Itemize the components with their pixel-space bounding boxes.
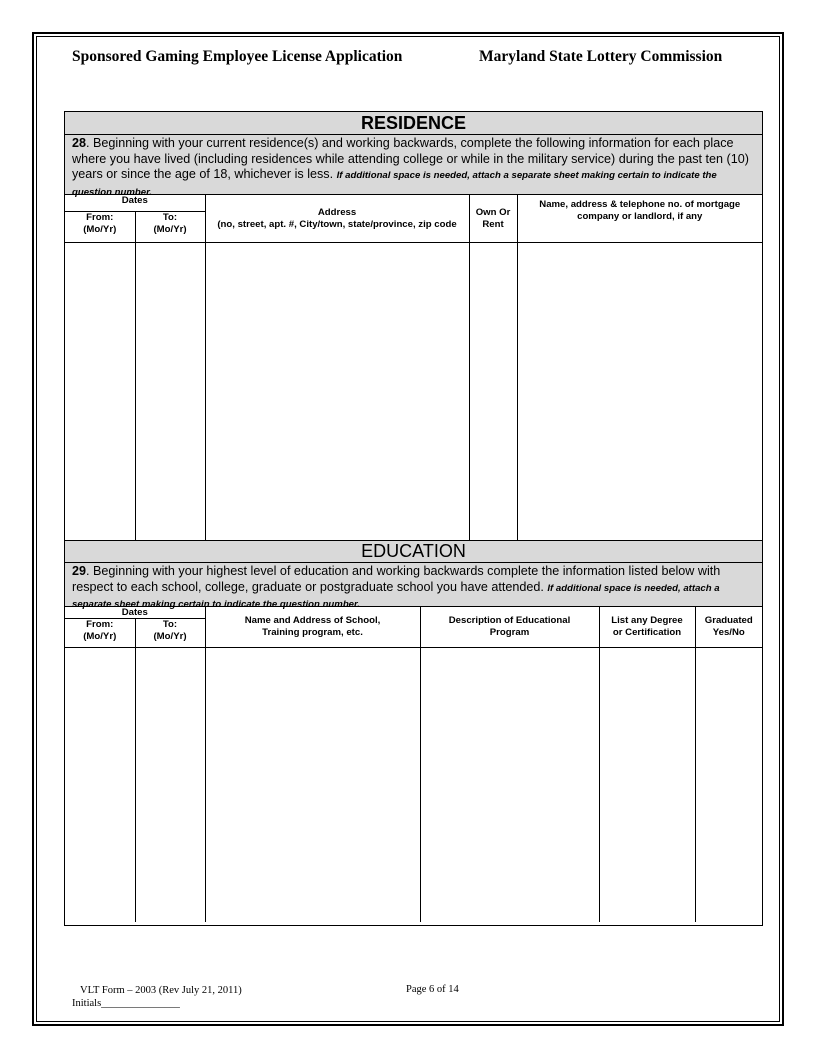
landlord-entry[interactable]: [517, 243, 762, 541]
initials-line[interactable]: Initials_______________: [72, 998, 180, 1009]
landlord-header: Name, address & telephone no. of mortgage company or landlord, if any: [517, 195, 762, 243]
form-id: VLT Form – 2003 (Rev July 21, 2011): [80, 985, 242, 996]
page-number: Page 6 of 14: [406, 984, 459, 995]
from-entry[interactable]: [65, 243, 135, 541]
graduated-header: Graduated Yes/No: [695, 607, 762, 648]
residence-heading: RESIDENCE: [65, 112, 762, 135]
school-header: Name and Address of School, Training program, etc.: [205, 607, 420, 648]
residence-table: [65, 195, 762, 540]
residence-section: [64, 111, 763, 541]
address-header: [205, 195, 469, 243]
question-number: 28: [72, 136, 87, 150]
dates-header: Dates: [65, 607, 205, 619]
degree-header: List any Degree or Certification: [599, 607, 695, 648]
to-entry[interactable]: [135, 243, 205, 541]
degree-entry[interactable]: [599, 648, 695, 923]
education-instructions: [65, 563, 762, 610]
form-title: Sponsored Gaming Employee License Application: [72, 48, 403, 65]
instruction-note: If additional space is needed, attach a separate sheet making certain to indicate the question number.: [72, 170, 717, 198]
own-rent-entry[interactable]: [469, 243, 517, 541]
residence-instructions: [65, 135, 762, 198]
from-entry[interactable]: [65, 648, 135, 923]
to-entry[interactable]: [135, 648, 205, 923]
education-section: [64, 540, 763, 926]
description-header: Description of Educational Program: [420, 607, 599, 648]
education-table: [65, 607, 762, 922]
own-rent-header: Own Or Rent: [469, 195, 517, 243]
education-heading: EDUCATION: [65, 541, 762, 563]
to-header: To: (Mo/Yr): [135, 212, 205, 243]
from-header: From: (Mo/Yr): [65, 212, 135, 243]
instruction-text: . Beginning with your highest level of education and working backwards complete the information listed below with respect to each school, college, graduate or postgraduate school you have attended.: [72, 564, 721, 594]
address-entry[interactable]: [205, 243, 469, 541]
instruction-text: . Beginning with your current residence(s) and working backwards, complete the following information for each place where you have lived (including residences while attending college or while in the military service) during the past ten (10) years or since the age of 18, whichever is less.: [72, 136, 749, 181]
agency-title: Maryland State Lottery Commission: [479, 48, 723, 65]
instruction-note: If additional space is needed, attach a separate sheet making certain to indicate the question number.: [72, 582, 720, 610]
address-header-detail: (no, street, apt. #, City/town, state/province, zip code: [217, 218, 457, 230]
description-entry[interactable]: [420, 648, 599, 923]
from-header: From: (Mo/Yr): [65, 619, 135, 648]
school-entry[interactable]: [205, 648, 420, 923]
footer: [72, 984, 242, 1010]
dates-header: Dates: [65, 195, 205, 212]
graduated-entry[interactable]: [695, 648, 762, 923]
to-header: To: (Mo/Yr): [135, 619, 205, 648]
address-header-title: Address: [317, 206, 357, 218]
question-number: 29: [72, 564, 87, 578]
